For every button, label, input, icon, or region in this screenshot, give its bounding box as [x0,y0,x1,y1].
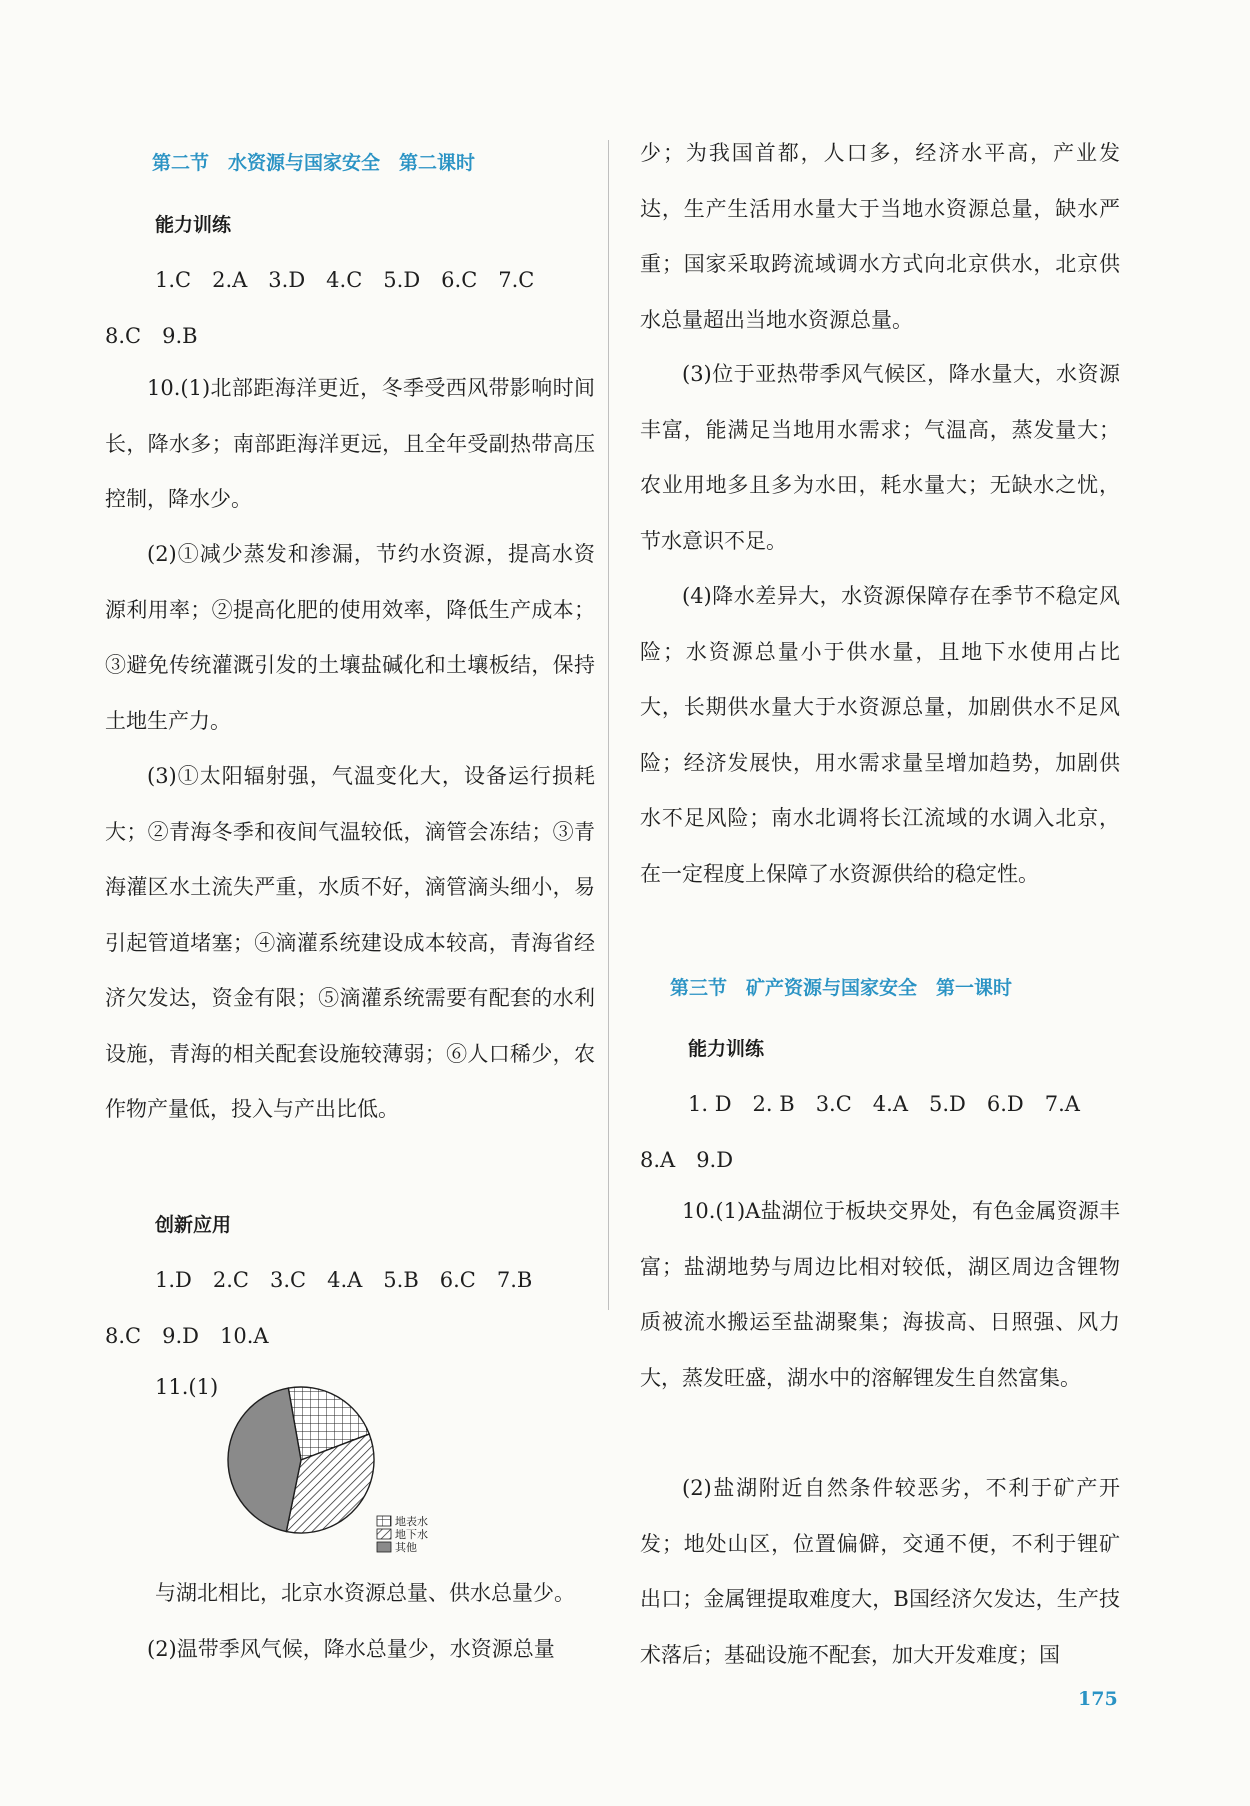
ability-answers-row-2: 8.C 9.B [105,324,198,348]
q11-conclusion: 与湖北相比，北京水资源总量、供水总量少。 [155,1581,575,1605]
ability-heading-right: 能力训练 [688,1038,765,1060]
legend-swatch-1 [377,1516,391,1526]
q10-part3: (3)①太阳辐射强，气温变化大，设备运行损耗大；②青海冬季和夜间气温较低，滴管会冻结；③青海灌区水土流失严重，水质不好，滴管滴头细小，易引起管道堵塞；④滴灌系统建设成本较高，青海省经济欠发达，资金有限；⑤滴灌系统需要有配套的水利设施，青海的相关配套设施较薄弱；⑥人口稀少，农作物产量低，投入与产出比低。 [105,764,595,1121]
mineral-q10-part2: (2)盐湖附近自然条件较恶劣，不利于矿产开发；地处山区，位置偏僻，交通不便，不利于锂矿出口；金属锂提取难度大，B国经济欠发达，生产技术落后；基础设施不配套，加大开发难度；国 [640,1476,1120,1667]
innovation-answers-row-1: 1.D 2.C 3.C 4.A 5.B 6.C 7.B [155,1268,533,1292]
column-divider [608,140,609,1310]
legend-label-1: 地表水 [395,1515,428,1528]
water-supply-pie-chart [222,1375,482,1560]
pie-slice-3 [228,1388,301,1531]
q10-part1: 10.(1)北部距海洋更近，冬季受西风带影响时间长，降水多；南部距海洋更远，且全年受副热带高压控制，降水少。 [105,376,595,511]
innovation-answers-row-2: 8.C 9.D 10.A [105,1324,269,1348]
mineral-answers-row-1: 1. D 2. B 3.C 4.A 5.D 6.D 7.A [688,1092,1080,1116]
legend-label-3: 其他 [395,1541,417,1554]
page-number: 175 [1078,1688,1118,1710]
mineral-answers-row-2: 8.A 9.D [640,1148,734,1172]
legend-swatch-2 [377,1529,391,1539]
pie-legend [377,1514,428,1554]
innovation-heading: 创新应用 [155,1214,232,1236]
q11-part2-continued: 少；为我国首都，人口多，经济水平高，产业发达，生产生活用水量大于当地水资源总量，缺水严重；国家采取跨流域调水方式向北京供水，北京供水总量超出当地水资源总量。 [640,141,1120,332]
q10-part2: (2)①减少蒸发和渗漏，节约水资源，提高水资源利用率；②提高化肥的使用效率，降低生产成本；③避免传统灌溉引发的土壤盐碱化和土壤板结，保持土地生产力。 [105,542,595,733]
q11-part2: (2)温带季风气候，降水总量少，水资源总量 [147,1637,555,1661]
pie-slices [228,1387,374,1533]
q11-label: 11.(1) [155,1375,219,1399]
section-title-mineral-1: 第三节 矿产资源与国家安全 第一课时 [670,977,1013,999]
q11-part3: (3)位于亚热带季风气候区，降水量大，水资源丰富，能满足当地用水需求；气温高，蒸发量大；农业用地多且多为水田，耗水量大；无缺水之忧，节水意识不足。 [640,362,1120,553]
ability-heading-left: 能力训练 [155,214,232,236]
section-title-water-2: 第二节 水资源与国家安全 第二课时 [152,152,476,174]
mineral-q10-part1: 10.(1)A盐湖位于板块交界处，有色金属资源丰富；盐湖地势与周边比相对较低，湖区周边含锂物质被流水搬运至盐湖聚集；海拔高、日照强、风力大，蒸发旺盛，湖水中的溶解锂发生自然富集。 [640,1199,1120,1390]
legend-label-2: 地下水 [395,1528,428,1541]
q11-part4: (4)降水差异大，水资源保障存在季节不稳定风险；水资源总量小于供水量，且地下水使用占比大，长期供水量大于水资源总量，加剧供水不足风险；经济发展快，用水需求量呈增加趋势，加剧供水不足风险；南水北调将长江流域的水调入北京，在一定程度上保障了水资源供给的稳定性。 [640,584,1120,886]
ability-answers-row-1: 1.C 2.A 3.D 4.C 5.D 6.C 7.C [155,268,535,292]
legend-swatch-3 [377,1542,391,1552]
